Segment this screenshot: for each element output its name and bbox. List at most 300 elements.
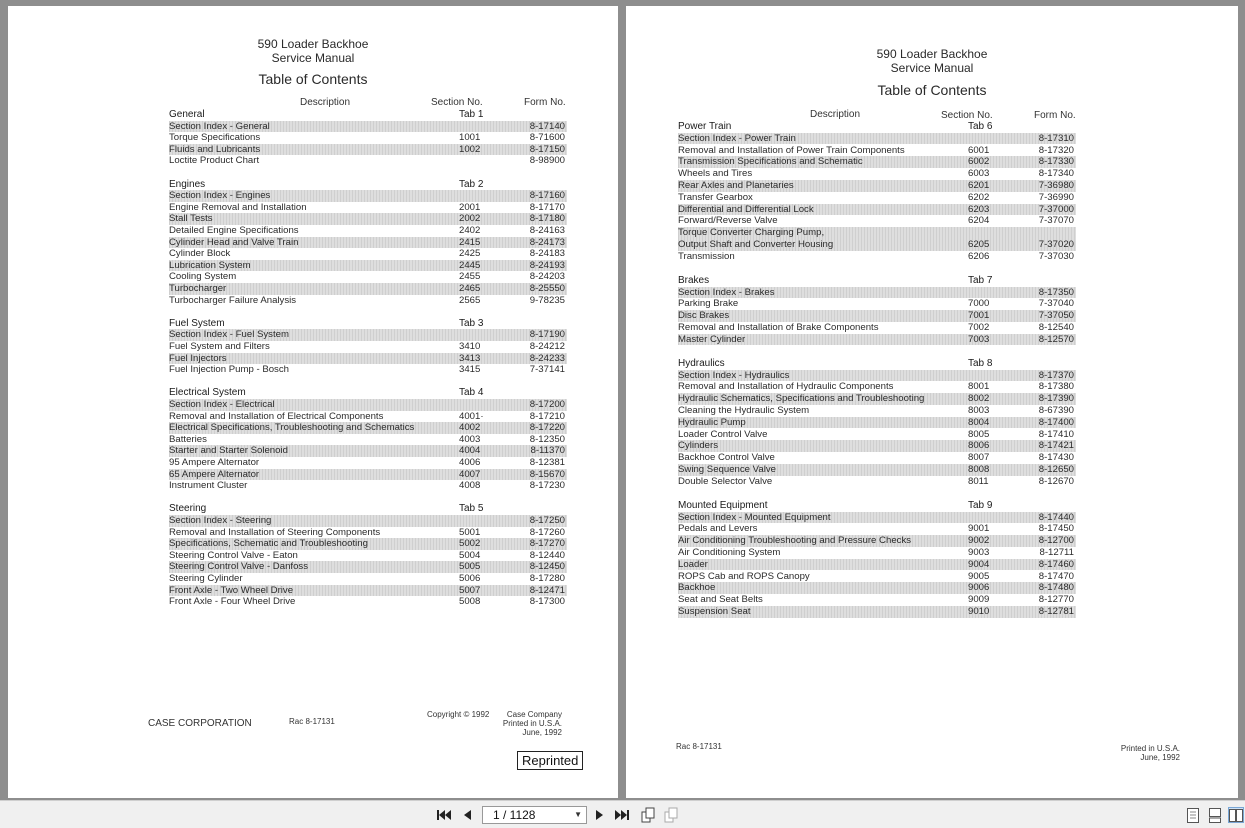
entry-section-number: 5007 [459,584,481,596]
entry-section-number: 6204 [968,215,990,227]
toc-row [678,370,1076,382]
entry-section-number: 9004 [968,558,990,570]
entry-description: Removal and Installation of Hydraulic Components [678,381,894,393]
entry-form-number: 8-12781 [1038,606,1074,617]
entry-form-number: 8-17320 [1038,144,1074,156]
entry-form-number: 8-24173 [529,236,565,248]
entry-section-number: 8008 [968,464,990,475]
entry-description: Backhoe [678,582,716,594]
entry-description: Loader Control Valve [678,428,768,440]
toc-row [678,559,1076,571]
toc-row [169,399,567,411]
manual-title [203,37,423,65]
entry-description: Section Index - Mounted Equipment [678,511,831,523]
entry-section-number: 7000 [968,298,990,310]
entry-form-number: 8-17300 [529,596,565,608]
entry-description: Swing Sequence Valve [678,464,776,475]
column-header-description: Description [810,109,861,120]
column-header-form: Form No. [524,97,566,108]
entry-form-number: 8-17390 [1038,393,1074,405]
toc-row [678,251,1076,263]
toc-row [678,571,1076,583]
entry-description: Lubrication System [169,259,251,271]
entry-form-number: 8-12540 [1038,322,1074,333]
entry-form-number: 8-17470 [1038,570,1074,582]
toc-row [169,364,567,376]
toc-row [169,550,567,562]
footer-date: June, 1992 [1140,753,1180,762]
entry-description: Turbocharger Failure Analysis [169,294,297,306]
toc-row [678,582,1076,594]
footer-publisher [1096,744,1180,762]
entry-section-number: Tab 7 [968,274,993,286]
entry-section-number: 8007 [968,452,990,464]
toc-row [678,227,1076,239]
entry-description: Forward/Reverse Valve [678,215,778,227]
toc-row [169,341,567,353]
entry-section-number: 8011 [968,475,989,487]
entry-description: Backhoe Control Valve [678,452,775,464]
toc-row [169,225,567,237]
entry-form-number: 7-37000 [1038,203,1074,215]
entry-section-number: 2455 [459,271,481,283]
two-page-icon[interactable] [1228,807,1244,823]
manual-title [822,47,1042,75]
toc-row [678,405,1076,417]
entry-section-number: 9006 [968,582,990,594]
toc-row [678,594,1076,606]
document-page-right [626,6,1238,798]
entry-section-number: 2002 [459,213,481,225]
toc-row [169,527,567,539]
toc-row [169,329,567,341]
entry-description: Output Shaft and Converter Housing [678,239,834,250]
entry-section-number: 6003 [968,168,990,180]
entry-description: Engine Removal and Installation [169,201,307,213]
entry-form-number: 8-12650 [1038,464,1074,475]
entry-section-number: 6002 [968,156,990,168]
entry-form-number: 8-24212 [529,341,565,352]
toc-row [169,538,567,550]
entry-section-number: 6205 [968,239,990,250]
entry-description: Double Selector Valve [678,475,773,487]
toc-row [678,535,1076,547]
section-heading-row [169,318,567,330]
chevron-down-icon: ▼ [574,810,582,819]
entry-form-number: 8-17480 [1038,582,1074,594]
page-indicator: 1 / 1128 [493,808,536,822]
entry-description: Parking Brake [678,298,739,310]
entry-section-number: 8003 [968,405,990,416]
entry-form-number: 8-17340 [1038,168,1074,180]
entry-description: Fluids and Lubricants [169,143,261,155]
entry-form-number: 8-17440 [1038,511,1074,523]
entry-form-number: 8-12381 [529,457,565,468]
footer-company: CASE CORPORATION [148,718,252,729]
entry-description: Section Index - General [169,120,270,132]
entry-form-number: 8-17330 [1038,156,1074,168]
footer-date: June, 1992 [522,728,562,737]
entry-form-number: 8-12670 [1038,475,1074,487]
entry-section-number: 2001 [459,201,481,213]
toc-row [678,464,1076,476]
toc-row [169,155,567,167]
toc-row [169,260,567,272]
entry-description: Electrical Specifications, Troubleshooting and Schematics [169,422,415,434]
entry-form-number: 8-17140 [529,120,565,132]
entry-description: Front Axle - Four Wheel Drive [169,596,296,608]
footer-rac: Rac 8-17131 [289,717,335,726]
entry-description: Fuel System and Filters [169,341,270,352]
document-page-left [8,6,618,798]
toc-row [678,334,1076,346]
entry-section-number: 8002 [968,393,990,405]
toc-row [678,156,1076,168]
entry-description: ROPS Cab and ROPS Canopy [678,570,810,582]
entry-section-number: 7002 [968,322,990,333]
entry-form-number: 7-37050 [1038,310,1074,322]
entry-form-number: 8-17400 [1038,416,1074,428]
entry-section-number: 9010 [968,606,990,617]
toc-row [169,295,567,307]
entry-section-number: 4003 [459,433,481,445]
toc-row [678,322,1076,334]
toc-row [678,512,1076,524]
entry-description: Steering Control Valve - Danfoss [169,561,308,573]
entry-section-number: 3410 [459,341,481,352]
footer-printed: Printed in U.S.A. [502,719,562,728]
entry-form-number: 8-12770 [1038,594,1074,606]
column-header-section: Section No. [941,110,993,121]
column-header-description: Description [300,97,351,108]
entry-form-number: 8-17230 [529,480,565,492]
footer-printed: Printed in U.S.A. [1120,744,1180,753]
entry-section-number: 8001 [968,381,990,393]
toc-row [169,434,567,446]
entry-section-number: 2425 [459,248,481,260]
entry-section-number: 1001 [459,132,481,144]
section-heading-row [678,358,1076,370]
entry-section-number: 8005 [968,428,990,440]
entry-section-number: Tab 6 [968,121,993,132]
entry-form-number: 8-71600 [529,132,565,144]
page-number-select[interactable] [482,806,587,824]
entry-section-number: 7003 [968,333,990,345]
entry-description: Section Index - Engines [169,190,271,202]
toc-row [169,248,567,260]
toc-row [169,422,567,434]
entry-section-number: 6202 [968,191,990,203]
toc-row [678,523,1076,535]
entry-section-number: 5005 [459,561,481,573]
column-header-form: Form No. [1034,110,1076,121]
entry-form-number: 8-17270 [529,538,565,550]
entry-form-number: 8-24163 [529,225,565,236]
title-line-2: Service Manual [271,51,355,65]
entry-description: Removal and Installation of Brake Components [678,322,879,333]
next-page-icon[interactable] [592,807,608,823]
entry-description: Brakes [678,274,710,286]
entry-description: Air Conditioning Troubleshooting and Pressure Checks [678,535,912,547]
entry-section-number: 7001 [968,310,990,322]
entry-description: Section Index - Electrical [169,399,275,410]
entry-description: Steering Control Valve - Eaton [169,549,298,561]
entry-section-number: 9009 [968,594,990,606]
entry-description: Cooling System [169,271,237,283]
title-line-2: Service Manual [890,61,974,75]
entry-form-number: 8-12440 [529,549,565,561]
toc-row [169,573,567,585]
entry-section-number: 4007 [459,468,481,480]
toc-row [169,144,567,156]
entry-section-number: 4004 [459,445,481,457]
toc-row [169,271,567,283]
entry-section-number: 8006 [968,440,990,452]
toc-row [678,310,1076,322]
entry-section-number: Tab 2 [459,178,484,190]
footer-rac: Rac 8-17131 [676,742,722,751]
entry-form-number: 7-37020 [1038,239,1074,250]
entry-description: Instrument Cluster [169,480,248,492]
entry-form-number: 8-24193 [529,259,565,271]
toc-row [169,469,567,481]
toc-row [678,393,1076,405]
toc-row [169,515,567,527]
entry-description: Cylinder Block [169,248,231,260]
entry-description: Disc Brakes [678,310,730,322]
first-page-icon[interactable] [436,807,452,823]
toc-row [169,121,567,133]
entry-section-number: 9003 [968,547,990,558]
entry-description: Pedals and Levers [678,523,758,535]
entry-form-number: 8-15670 [529,468,565,480]
previous-page-icon[interactable] [459,807,475,823]
entry-form-number: 8-17430 [1038,452,1074,464]
entry-description: Hydraulic Schematics, Specifications and Troubleshooting [678,393,925,405]
entry-form-number: 8-24203 [529,271,565,283]
entry-description: Transfer Gearbox [678,191,753,203]
toc-row [678,287,1076,299]
entry-form-number: 8-24183 [529,248,565,260]
entry-description: Master Cylinder [678,333,746,345]
entry-section-number: 5004 [459,549,481,561]
entry-form-number: 8-12570 [1038,333,1074,345]
footer-case-company: Case Company [506,710,562,719]
entry-description: Stall Tests [169,213,213,225]
entry-description: Front Axle - Two Wheel Drive [169,584,294,596]
entry-form-number: 8-17350 [1038,286,1074,298]
toc-row [169,411,567,423]
toc-row [678,145,1076,157]
toc-row [169,237,567,249]
toc-row [678,192,1076,204]
entry-section-number: 2402 [459,225,481,236]
entry-description: Hydraulic Pump [678,416,746,428]
toc-row [678,168,1076,180]
last-page-icon[interactable] [614,807,630,823]
single-page-icon[interactable] [1185,807,1201,823]
entry-form-number: 8-12350 [529,433,565,445]
entry-section-number: 8004 [968,416,990,428]
entry-form-number: 8-12700 [1038,535,1074,547]
toc-row [678,547,1076,559]
entry-form-number: 8-17460 [1038,558,1074,570]
viewer-toolbar [0,800,1245,828]
entry-section-number: 6206 [968,250,990,262]
entry-section-number: 2415 [459,236,481,248]
entry-description: Engines [169,178,206,190]
title-line-1: 590 Loader Backhoe [257,37,369,51]
toc-row [169,445,567,457]
toc-row [169,213,567,225]
entry-section-number: 2465 [459,283,481,294]
entry-form-number: 7-36990 [1038,191,1074,203]
entry-description: Loctite Product Chart [169,155,260,167]
entry-form-number: 8-17280 [529,573,565,584]
entry-section-number: Tab 9 [968,499,993,511]
entry-description: Removal and Installation of Steering Components [169,526,381,538]
toc-row [678,417,1076,429]
entry-section-number: Tab 1 [459,109,484,120]
toc-row [678,180,1076,192]
entry-section-number: Tab 5 [459,503,484,515]
entry-form-number: 8-17250 [529,515,565,526]
entry-section-number: 5008 [459,596,481,608]
entry-form-number: 8-12471 [529,584,565,596]
toc-row [169,132,567,144]
toc-row [678,133,1076,145]
entry-description: Section Index - Power Train [678,132,796,144]
toc-row [678,239,1076,251]
entry-section-number: Tab 4 [459,387,484,399]
toc-row [678,298,1076,310]
toc-row [678,215,1076,227]
entry-description: Torque Specifications [169,132,261,144]
entry-form-number: 8-17170 [529,201,565,213]
entry-form-number: 7-37070 [1038,215,1074,227]
entry-description: Air Conditioning System [678,547,781,558]
entry-section-number: 9005 [968,570,990,582]
entry-description: Mounted Equipment [678,499,768,511]
entry-section-number: 2445 [459,259,481,271]
section-heading-row [678,275,1076,287]
entry-section-number: 6203 [968,203,990,215]
entry-form-number: 8-17260 [529,526,565,538]
footer-publisher [494,710,562,737]
entry-description: Section Index - Brakes [678,286,775,298]
entry-section-number: Tab 3 [459,317,484,329]
entry-form-number: 8-11370 [530,445,565,457]
column-header-section: Section No. [431,97,483,108]
entry-form-number: 9-78235 [529,294,565,306]
entry-form-number: 8-17210 [529,410,565,422]
entry-description: Removal and Installation of Electrical Components [169,410,384,422]
entry-description: Fuel Injectors [169,352,227,364]
entry-description: Transmission [678,250,735,262]
entry-description: General [169,109,205,120]
reprinted-stamp: Reprinted [517,751,583,770]
entry-form-number: 8-12450 [529,561,565,573]
section-heading-row [169,387,567,399]
toc-row [678,381,1076,393]
entry-description: Steering Cylinder [169,573,243,584]
toc-row [678,452,1076,464]
entry-description: Detailed Engine Specifications [169,225,299,236]
toc-row [678,429,1076,441]
rotate-page-icon[interactable] [640,807,656,823]
toc-heading: Table of Contents [877,82,987,98]
entry-form-number: 8-17220 [529,422,565,434]
entry-form-number: 7-37030 [1038,250,1074,262]
entry-description: Starter and Starter Solenoid [169,445,288,457]
entry-form-number: 8-98900 [529,155,565,167]
entry-description: 95 Ampere Alternator [169,457,260,468]
entry-description: Turbocharger [169,283,227,294]
entry-description: Steering [169,503,207,515]
entry-form-number: 8-24233 [529,352,565,364]
toc-row [678,440,1076,452]
entry-description: Specifications, Schematic and Troubleshooting [169,538,368,550]
continuous-page-icon[interactable] [1207,807,1223,823]
section-heading-row [678,500,1076,512]
entry-section-number: 4006 [459,457,481,468]
entry-description: Fuel System [169,317,225,329]
entry-section-number: 3413 [459,352,481,364]
section-heading-row [169,179,567,191]
footer-copyright: Copyright © 1992 [427,710,490,719]
entry-section-number: 4001· [459,410,484,422]
toc-row [678,204,1076,216]
entry-description: Cylinder Head and Valve Train [169,236,299,248]
entry-description: Transmission Specifications and Schematic [678,156,863,168]
entry-form-number: 8-17160 [529,190,565,202]
entry-description: Cleaning the Hydraulic System [678,405,810,416]
toc-row [169,190,567,202]
entry-form-number: 7-36980 [1038,180,1074,191]
entry-description: Seat and Seat Belts [678,594,763,606]
toc-row [169,283,567,295]
entry-section-number: 9002 [968,535,990,547]
entry-section-number: 3415 [459,364,481,376]
section-heading-row [678,121,1076,133]
toc-row [678,606,1076,618]
toc-row [169,480,567,492]
entry-section-number: 4008 [459,480,481,492]
toc-row [169,457,567,469]
entry-section-number: 1002 [459,143,481,155]
entry-description: Section Index - Fuel System [169,329,289,341]
copy-page-icon[interactable] [663,807,679,823]
entry-form-number: 8-25550 [529,283,565,294]
entry-description: Differential and Differential Lock [678,203,814,215]
entry-form-number: 8-67390 [1038,405,1074,416]
entry-section-number: 2565 [459,294,481,306]
entry-section-number: Tab 8 [968,357,993,369]
entry-form-number: 7-37141 [529,364,565,376]
entry-description: Hydraulics [678,357,725,369]
toc-row [169,585,567,597]
entry-form-number: 8-17370 [1038,369,1074,381]
entry-form-number: 8-17150 [529,143,565,155]
entry-description: Removal and Installation of Power Train Components [678,144,905,156]
entry-form-number: 8-17410 [1038,428,1074,440]
entry-description: Loader [678,558,708,570]
entry-form-number: 8-17190 [529,329,565,341]
toc-heading: Table of Contents [258,71,368,87]
entry-form-number: 7-37040 [1038,298,1074,310]
entry-description: Power Train [678,121,732,132]
entry-description: 65 Ampere Alternator [169,468,260,480]
